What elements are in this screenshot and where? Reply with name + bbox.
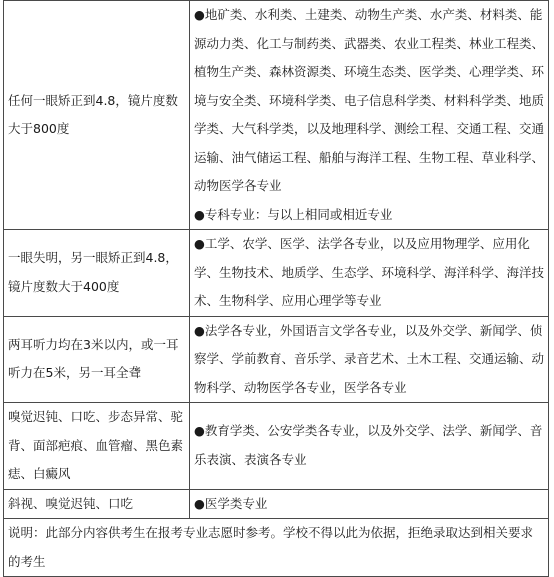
majors-cell	[190, 316, 549, 403]
majors-paragraph: ●工学、农学、医学、法学各专业，以及应用物理学、应用化学、生物技术、地质学、生态学、环境科学、海洋科学、海洋技术、生物科学、应用心理学等专业	[194, 236, 545, 308]
table-row	[4, 403, 549, 490]
condition-cell: 任何一眼矫正到4.8，镜片度数大于800度	[4, 1, 190, 230]
majors-paragraph: ●医学类专业	[194, 495, 268, 511]
majors-cell	[190, 230, 549, 317]
note-row	[4, 519, 549, 577]
majors-cell	[190, 403, 549, 490]
majors-paragraph: ●地矿类、水利类、土建类、动物生产类、水产类、材料类、能源动力类、化工与制药类、武器类、农业工程类、林业工程类、植物生产类、森林资源类、环境生态类、医学类、心理学类、环境与安全类、环境科学类、电子信息科学类、材料科学类、地质学类、大气科学类，以及地理科学、测绘工程、交通工程、交通运输、油气储运工程、船舶与海洋工程、生物工程、草业科学、动物医学各专业	[194, 7, 545, 193]
restriction-table	[3, 0, 549, 577]
condition-cell: 嗅觉迟钝、口吃、步态异常、驼背、面部疤痕、血管瘤、黑色素痣、白癜风	[4, 403, 190, 490]
note-text: 说明：此部分内容供考生在报考专业志愿时参考。学校不得以此为依据，拒绝录取达到相关要求的考生	[4, 519, 549, 577]
table-row	[4, 316, 549, 403]
majors-cell	[190, 489, 549, 519]
majors-paragraph: ●法学各专业，外国语言文学各专业，以及外交学、新闻学、侦察学、学前教育、音乐学、录音艺术、土木工程、交通运输、动物科学、动物医学各专业，医学各专业	[194, 322, 545, 395]
condition-cell: 两耳听力均在3米以内，或一耳听力在5米，另一耳全聋	[4, 316, 190, 403]
condition-cell: 斜视、嗅觉迟钝、口吃	[4, 489, 190, 519]
condition-cell: 一眼失明，另一眼矫正到4.8，镜片度数大于400度	[4, 230, 190, 317]
majors-cell	[190, 1, 549, 230]
table-row	[4, 1, 549, 230]
majors-paragraph: ●教育学类、公安学类各专业，以及外交学、法学、新闻学、音乐表演、表演各专业	[194, 423, 543, 467]
table-row	[4, 489, 549, 519]
majors-paragraph: ●专科专业：与以上相同或相近专业	[194, 206, 393, 222]
table-row	[4, 230, 549, 317]
